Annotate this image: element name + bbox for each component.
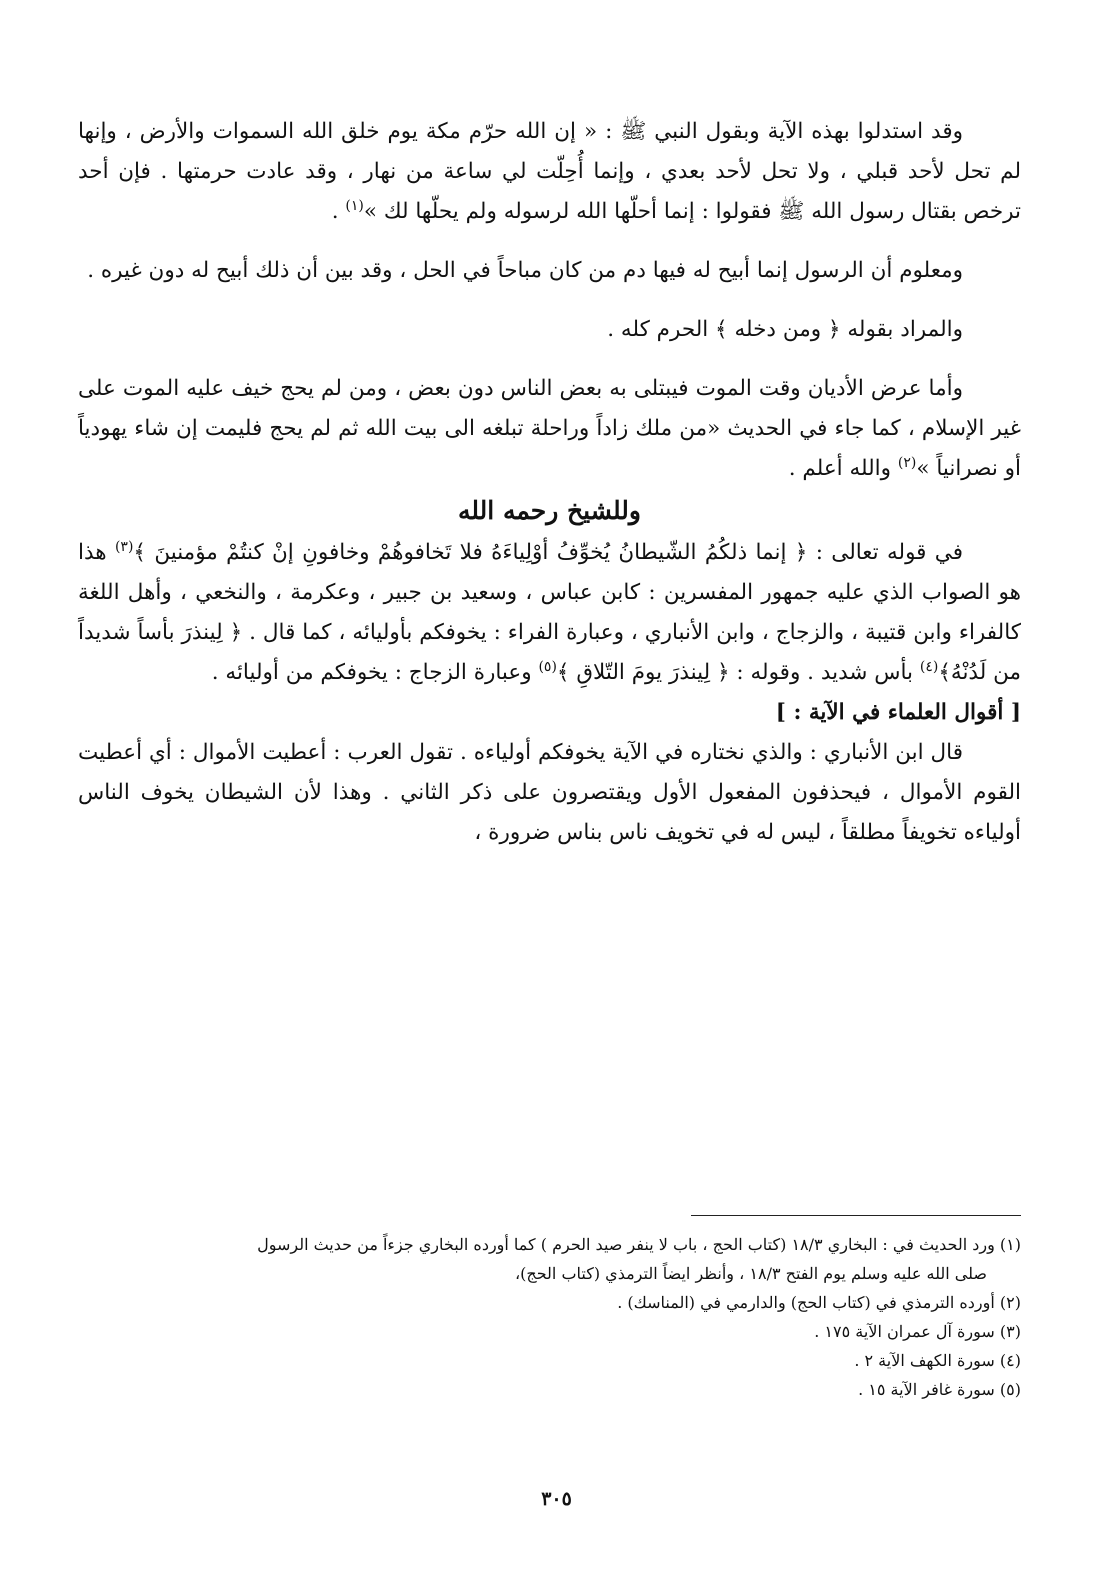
paragraph-5-part-a: في قوله تعالى : ﴿ إنما ذلكُمُ الشّيطانُ يُخوِّفُ أوْلِياءَهُ فلا تَخافوهُمْ وخافونِ إنْ كنتُمْ مؤمنينَ ﴾ bbox=[133, 540, 963, 565]
paragraph-5-part-d: وعبارة الزجاج : يخوفكم من أوليائه . bbox=[211, 660, 539, 685]
paragraph-1-end: . bbox=[331, 199, 346, 224]
paragraph-4-text: وأما عرض الأديان وقت الموت فيبتلى به بعض الناس دون بعض ، ومن لم يحج خيف عليه الموت على غير الإسلام ، كما جاء في الحديث «من ملك زاداً وراحلة تبلغه الى بيت الله ثم لم يحج فليمت إن شاء يهودياً أو نصرانياً » bbox=[78, 376, 1021, 481]
footnote-divider bbox=[691, 1215, 1021, 1216]
section-heading: وللشيخ رحمه الله bbox=[458, 496, 641, 525]
footnote-2: (٢) أورده الترمذي في (كتاب الحج) والدارمي في (المناسك) . bbox=[617, 1293, 1021, 1312]
footnote-1: (١) ورد الحديث في : البخاري ١٨/٣ (كتاب الحج ، باب لا ينفر صيد الحرم ) كما أورده البخاري جزءاً من حديث الرسول bbox=[257, 1235, 1021, 1254]
subheading: [ أقوال العلماء في الآية : ] bbox=[775, 700, 1021, 725]
paragraph-4 bbox=[78, 369, 1021, 489]
paragraph-1 bbox=[78, 112, 1021, 232]
paragraph-5-part-c: بأس شديد . وقوله : ﴿ لِينذرَ يومَ التّلاقِ ﴾ bbox=[556, 660, 920, 685]
paragraph-2: ومعلوم أن الرسول إنما أبيح له فيها دم من كان مباحاً في الحل ، وقد بين أن ذلك أبيح له دون غيره . bbox=[87, 258, 963, 283]
main-text bbox=[78, 112, 1021, 853]
footnote-ref-1: (١) bbox=[345, 197, 364, 214]
paragraph-6: قال ابن الأنباري : والذي نختاره في الآية يخوفكم أولياءه . تقول العرب : أعطيت الأموال : أي أعطيت القوم الأموال ، فيحذفون المفعول الأول ويقتصرون على ذكر الثاني . وهذا لأن الشيطان يخوف الناس أولياءه تخويفاً مطلقاً ، ليس له في تخويف ناس بناس ضرورة ، bbox=[78, 740, 1021, 845]
paragraph-5-part-b: هذا هو الصواب الذي عليه جمهور المفسرين : كابن عباس ، وسعيد بن جبير ، وعكرمة ، والنخعي ، وأهل اللغة كالفراء وابن قتيبة ، والزجاج ، وابن الأنباري ، وعبارة الفراء : يخوفكم بأوليائه ، كما قال . ﴿ لِينذرَ بأساً شديداً من لَدُنْهُ﴾ bbox=[78, 540, 1021, 685]
paragraph-1-text: وقد استدلوا بهذه الآية وبقول النبي ﷺ : « إن الله حرّم مكة يوم خلق الله السموات والأرض ، وإنها لم تحل لأحد قبلي ، ولا تحل لأحد بعدي ، وإنما أُحِلّت لي ساعة من نهار ، وقد عادت حرمتها . فإن أحد ترخص بقتال رسول الله ﷺ فقولوا : إنما أحلّها الله لرسوله ولم يحلّها لك » bbox=[78, 119, 1021, 224]
footnote-5: (٥) سورة غافر الآية ١٥ . bbox=[858, 1380, 1021, 1399]
footnote-ref-4: (٤) bbox=[919, 658, 939, 675]
footnote-ref-3: (٣) bbox=[114, 538, 134, 555]
footnotes bbox=[78, 1230, 1021, 1404]
page-number: ٣٠٥ bbox=[541, 1488, 572, 1510]
footnote-1-continuation: صلى الله عليه وسلم يوم الفتح ١٨/٣ ، وأنظر ايضاً الترمذي (كتاب الحج)، bbox=[514, 1264, 987, 1283]
footnote-3: (٣) سورة آل عمران الآية ١٧٥ . bbox=[814, 1322, 1021, 1341]
paragraph-5 bbox=[78, 533, 1021, 693]
footnote-ref-5: (٥) bbox=[538, 658, 557, 675]
paragraph-3: والمراد بقوله ﴿ ومن دخله ﴾ الحرم كله . bbox=[607, 317, 963, 342]
footnote-ref-2: (٢) bbox=[897, 454, 917, 471]
footnote-4: (٤) سورة الكهف الآية ٢ . bbox=[854, 1351, 1021, 1370]
paragraph-4-end: والله أعلم . bbox=[788, 456, 898, 481]
